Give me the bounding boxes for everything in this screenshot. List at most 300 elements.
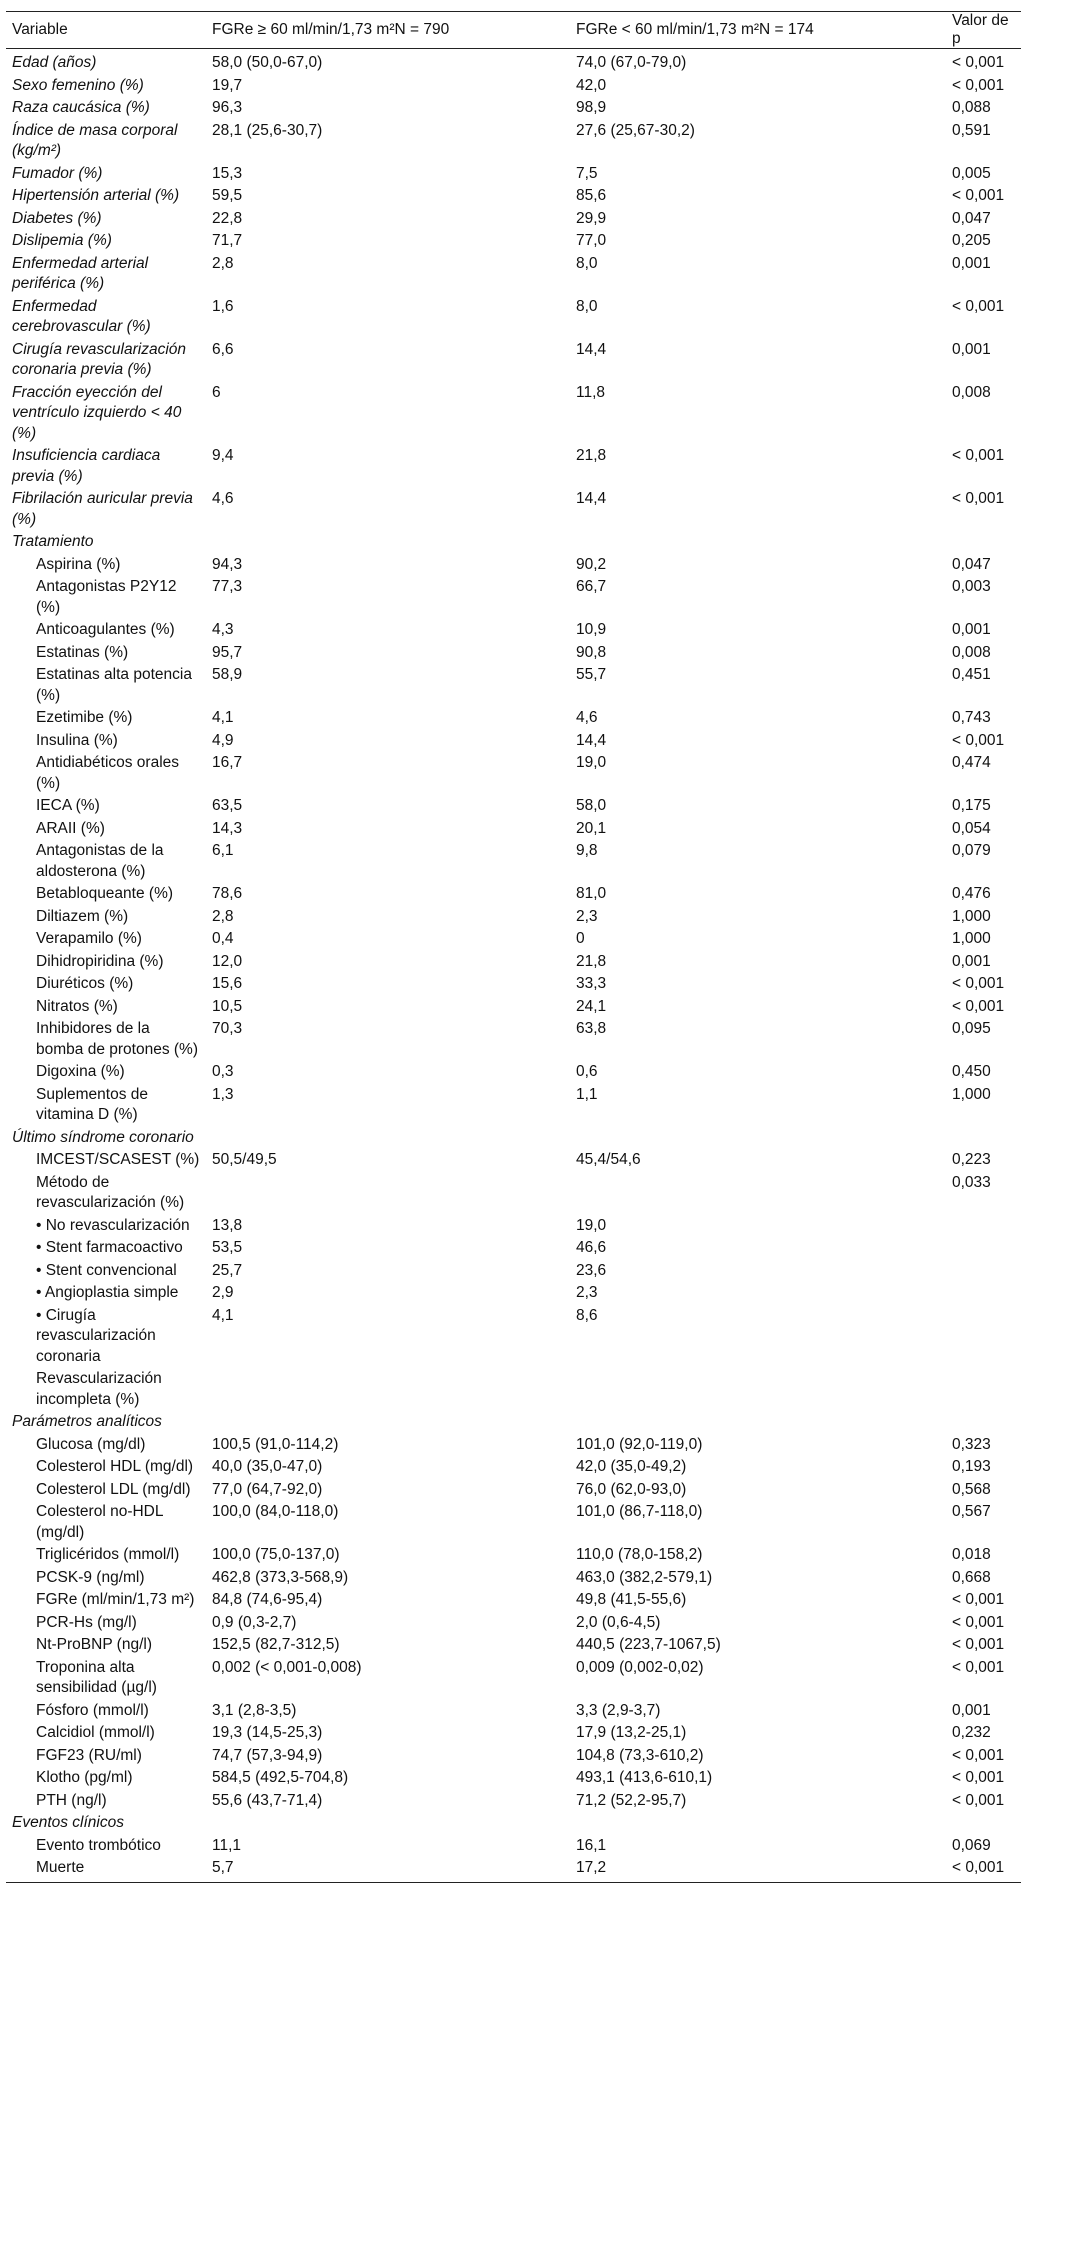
table-row: [6, 996, 1021, 1019]
p-value: 0,033: [952, 1173, 991, 1191]
table-row: [6, 1305, 1021, 1369]
table-row: [6, 1722, 1021, 1745]
p-value: 0,474: [952, 754, 991, 771]
p-value: 0,088: [952, 99, 991, 116]
row-label: • Stent farmacoactivo: [36, 1239, 183, 1256]
value-egfr-lt-60: 17,2: [570, 1857, 946, 1882]
p-value: < 0,001: [952, 490, 1005, 507]
section-row: [6, 1812, 1021, 1835]
row-label: Insuficiencia cardiaca previa (%): [12, 447, 161, 485]
value-egfr-lt-60: 85,6: [576, 187, 607, 204]
value-egfr-lt-60: 63,8: [576, 1020, 607, 1037]
table-body: [6, 49, 1021, 1883]
value-egfr-lt-60: 101,0 (86,7-118,0): [576, 1503, 703, 1520]
value-egfr-lt-60: 10,9: [576, 621, 607, 638]
value-egfr-lt-60: 90,2: [576, 555, 607, 573]
table-row: [6, 1745, 1021, 1768]
baseline-characteristics-table: [6, 11, 1021, 1883]
value-egfr-ge-60: 15,6: [212, 975, 243, 992]
table-row: [6, 1260, 1021, 1283]
table-row: [6, 642, 1021, 665]
value-egfr-lt-60: 42,0: [576, 76, 607, 94]
table-row: [6, 1700, 1021, 1723]
value-egfr-lt-60: 14,4: [576, 731, 607, 749]
value-egfr-lt-60: [570, 1368, 946, 1411]
p-value: 0,018: [952, 1546, 991, 1563]
value-egfr-ge-60: 95,7: [212, 643, 243, 661]
p-value: < 0,001: [946, 1857, 1021, 1882]
value-egfr-ge-60: 74,7 (57,3-94,9): [212, 1746, 323, 1764]
p-value: 0,047: [952, 209, 991, 227]
value-egfr-ge-60: [206, 1368, 570, 1411]
table-row: [6, 1835, 1021, 1858]
section-row: [6, 531, 1021, 554]
value-egfr-lt-60: 19,0: [576, 1216, 607, 1234]
row-label: Diabetes (%): [12, 209, 102, 227]
value-egfr-ge-60: 50,5/49,5: [212, 1151, 277, 1168]
row-label: Estatinas alta potencia (%): [36, 666, 192, 704]
value-egfr-lt-60: [570, 1172, 946, 1215]
value-egfr-lt-60: 66,7: [576, 578, 607, 595]
row-label: IECA (%): [36, 797, 100, 814]
value-egfr-lt-60: 440,5 (223,7-1067,5): [576, 1636, 721, 1653]
p-value: 0,568: [952, 1480, 991, 1498]
value-egfr-ge-60: 14,3: [212, 819, 243, 837]
value-egfr-ge-60: 94,3: [212, 555, 243, 573]
header-group-egfr-lt-60: FGRe < 60 ml/min/1,73 m²N = 174: [570, 12, 946, 49]
row-label: • No revascularización: [36, 1216, 190, 1234]
row-label: Estatinas (%): [36, 643, 129, 661]
value-egfr-lt-60: 17,9 (13,2-25,1): [576, 1724, 687, 1741]
table-row: [6, 619, 1021, 642]
value-egfr-ge-60: 58,9: [212, 666, 243, 683]
row-label: Edad (años): [12, 54, 97, 71]
p-value: 0,175: [952, 797, 991, 814]
table-row: [6, 1857, 1021, 1882]
table-row: [6, 382, 1021, 446]
table-row: [6, 208, 1021, 231]
table-row: [6, 554, 1021, 577]
value-egfr-lt-60: 21,8: [576, 952, 607, 970]
table-row: [6, 1501, 1021, 1544]
p-value: 0,008: [952, 383, 991, 401]
value-egfr-lt-60: [570, 1812, 946, 1835]
table-row: [6, 730, 1021, 753]
row-label: Klotho (pg/ml): [36, 1769, 133, 1786]
value-egfr-ge-60: 12,0: [212, 952, 243, 970]
p-value: 0,743: [952, 709, 991, 726]
row-label: Fibrilación auricular previa (%): [12, 490, 193, 528]
row-label: PCSK-9 (ng/ml): [36, 1568, 145, 1586]
row-label: Enfermedad cerebrovascular (%): [12, 297, 151, 335]
p-value: [946, 1305, 1021, 1369]
p-value: 0,001: [952, 952, 991, 970]
p-value: [946, 1215, 1021, 1238]
table-row: [6, 951, 1021, 974]
p-value: < 0,001: [952, 975, 1005, 992]
value-egfr-ge-60: 3,1 (2,8-3,5): [212, 1701, 297, 1719]
value-egfr-ge-60: 19,7: [212, 76, 243, 94]
value-egfr-lt-60: 33,3: [576, 975, 607, 992]
p-value: 0,323: [952, 1435, 991, 1453]
row-label: Fracción eyección del ventrículo izquierdo < 40 (%): [12, 383, 182, 442]
row-label: Triglicéridos (mmol/l): [36, 1546, 180, 1563]
row-label: PTH (ng/l): [36, 1791, 107, 1809]
header-variable: Variable: [6, 12, 206, 49]
p-value: 1,000: [952, 1085, 991, 1103]
value-egfr-lt-60: 2,0 (0,6-4,5): [576, 1613, 661, 1631]
value-egfr-ge-60: 462,8 (373,3-568,9): [212, 1568, 349, 1586]
table-row: [6, 576, 1021, 619]
table-row: [6, 1434, 1021, 1457]
row-label: Cirugía revascularización coronaria previa (%): [12, 340, 187, 378]
table-row: [6, 795, 1021, 818]
row-label: Parámetros analíticos: [12, 1413, 162, 1430]
value-egfr-lt-60: 19,0: [576, 754, 607, 771]
value-egfr-ge-60: 77,3: [212, 578, 243, 595]
value-egfr-ge-60: 0,4: [212, 930, 234, 947]
p-value: 1,000: [952, 930, 991, 947]
value-egfr-lt-60: 4,6: [576, 709, 598, 726]
p-value: [946, 1260, 1021, 1283]
value-egfr-lt-60: 1,1: [576, 1085, 598, 1103]
value-egfr-ge-60: 55,6 (43,7-71,4): [212, 1791, 323, 1809]
p-value: < 0,001: [952, 297, 1005, 315]
row-label: Aspirina (%): [36, 555, 121, 573]
value-egfr-lt-60: 8,0: [576, 297, 598, 315]
value-egfr-lt-60: 493,1 (413,6-610,1): [576, 1769, 713, 1786]
p-value: 0,223: [952, 1151, 991, 1168]
row-label: Ezetimibe (%): [36, 709, 133, 726]
value-egfr-lt-60: 20,1: [576, 819, 607, 837]
table-row: [6, 1368, 1021, 1411]
value-egfr-ge-60: 84,8 (74,6-95,4): [212, 1591, 323, 1608]
value-egfr-lt-60: 45,4/54,6: [576, 1151, 641, 1168]
value-egfr-ge-60: 22,8: [212, 209, 243, 227]
value-egfr-lt-60: 55,7: [576, 666, 607, 683]
value-egfr-lt-60: 24,1: [576, 997, 607, 1015]
row-label: Diltiazem (%): [36, 907, 129, 925]
value-egfr-ge-60: 4,9: [212, 731, 234, 749]
table-row: [6, 1215, 1021, 1238]
value-egfr-ge-60: 19,3 (14,5-25,3): [212, 1724, 323, 1741]
table-header-row: [6, 12, 1021, 49]
value-egfr-lt-60: 8,0: [576, 254, 598, 272]
table-row: [6, 818, 1021, 841]
table-row: [6, 97, 1021, 120]
row-label: • Angioplastia simple: [36, 1284, 179, 1301]
value-egfr-ge-60: 4,1: [212, 1306, 234, 1324]
value-egfr-lt-60: 11,8: [576, 383, 606, 401]
value-egfr-lt-60: 23,6: [576, 1261, 607, 1279]
value-egfr-ge-60: 28,1 (25,6-30,7): [212, 121, 323, 139]
p-value: 0,476: [952, 885, 991, 902]
table-row: [6, 75, 1021, 98]
value-egfr-ge-60: 1,6: [212, 297, 234, 315]
value-egfr-lt-60: 9,8: [576, 842, 598, 859]
value-egfr-lt-60: 77,0: [576, 232, 607, 249]
value-egfr-ge-60: 4,3: [212, 621, 234, 638]
row-label: FGF23 (RU/ml): [36, 1746, 142, 1764]
row-label: Revascularización incompleta (%): [36, 1370, 162, 1408]
row-label: Glucosa (mg/dl): [36, 1435, 146, 1453]
p-value: 0,001: [952, 621, 991, 638]
row-label: Índice de masa corporal (kg/m²): [12, 121, 178, 159]
value-egfr-ge-60: 71,7: [212, 232, 243, 249]
value-egfr-ge-60: 70,3: [212, 1020, 243, 1037]
p-value: 0,079: [952, 842, 991, 859]
value-egfr-ge-60: 16,7: [212, 754, 243, 771]
value-egfr-ge-60: 100,0 (75,0-137,0): [212, 1546, 340, 1563]
value-egfr-ge-60: 584,5 (492,5-704,8): [212, 1769, 349, 1786]
table-row: [6, 1061, 1021, 1084]
value-egfr-ge-60: 0,9 (0,3-2,7): [212, 1613, 297, 1631]
p-value: < 0,001: [952, 187, 1005, 204]
table-row: [6, 1172, 1021, 1215]
table-row: [6, 230, 1021, 253]
value-egfr-ge-60: 6,1: [212, 842, 234, 859]
value-egfr-ge-60: 2,8: [212, 254, 234, 272]
value-egfr-ge-60: 2,8: [212, 907, 234, 925]
table-row: [6, 185, 1021, 208]
table-row: [6, 488, 1021, 531]
value-egfr-lt-60: 463,0 (382,2-579,1): [576, 1568, 713, 1586]
value-egfr-ge-60: 152,5 (82,7-312,5): [212, 1636, 340, 1653]
value-egfr-lt-60: 2,3: [576, 1284, 598, 1301]
row-label: Evento trombótico: [36, 1836, 161, 1854]
table-row: [6, 296, 1021, 339]
p-value: 0,193: [952, 1458, 991, 1475]
value-egfr-lt-60: 71,2 (52,2-95,7): [576, 1791, 687, 1809]
p-value: [946, 531, 1021, 554]
row-label: Hipertensión arterial (%): [12, 187, 180, 204]
p-value: 0,450: [952, 1063, 991, 1080]
table-row: [6, 1018, 1021, 1061]
value-egfr-lt-60: 2,3: [576, 907, 598, 925]
value-egfr-lt-60: 3,3 (2,9-3,7): [576, 1701, 661, 1719]
value-egfr-lt-60: 7,5: [576, 164, 598, 182]
section-row: [6, 1127, 1021, 1150]
value-egfr-lt-60: 0,009 (0,002-0,02): [576, 1658, 704, 1676]
value-egfr-ge-60: 13,8: [212, 1216, 243, 1234]
p-value: 1,000: [952, 907, 991, 925]
p-value: 0,451: [952, 666, 991, 683]
row-label: Dihidropiridina (%): [36, 952, 164, 970]
table-row: [6, 163, 1021, 186]
value-egfr-ge-60: [206, 1127, 570, 1150]
p-value: < 0,001: [952, 1613, 1005, 1631]
row-label: Raza caucásica (%): [12, 99, 150, 116]
table-row: [6, 840, 1021, 883]
row-label: FGRe (ml/min/1,73 m²): [36, 1591, 195, 1608]
table-row: [6, 1790, 1021, 1813]
value-egfr-lt-60: 42,0 (35,0-49,2): [576, 1458, 687, 1475]
p-value: < 0,001: [952, 1769, 1005, 1786]
value-egfr-ge-60: 11,1: [212, 1836, 242, 1854]
p-value: < 0,001: [952, 997, 1005, 1015]
table-row: [6, 883, 1021, 906]
table-row: [6, 1589, 1021, 1612]
row-label: Colesterol no-HDL (mg/dl): [36, 1503, 163, 1541]
section-row: [6, 1411, 1021, 1434]
p-value: 0,047: [952, 555, 991, 573]
value-egfr-ge-60: 0,002 (< 0,001-0,008): [212, 1658, 362, 1676]
header-p-value: Valor de p: [946, 12, 1021, 49]
value-egfr-lt-60: 27,6 (25,67-30,2): [576, 121, 695, 139]
value-egfr-lt-60: 49,8 (41,5-55,6): [576, 1591, 687, 1608]
row-label: Eventos clínicos: [12, 1814, 124, 1831]
value-egfr-ge-60: 100,5 (91,0-114,2): [212, 1435, 339, 1453]
row-label: Inhibidores de la bomba de protones (%): [36, 1020, 198, 1058]
p-value: 0,095: [952, 1020, 991, 1037]
row-label: ARAII (%): [36, 819, 105, 837]
row-label: Muerte: [6, 1857, 206, 1882]
p-value: 0,008: [952, 643, 991, 661]
value-egfr-ge-60: 15,3: [212, 164, 243, 182]
value-egfr-ge-60: 40,0 (35,0-47,0): [212, 1458, 323, 1475]
p-value: 0,591: [952, 121, 991, 139]
table-row: [6, 973, 1021, 996]
table-row: [6, 1612, 1021, 1635]
value-egfr-lt-60: 16,1: [576, 1836, 607, 1854]
value-egfr-ge-60: 0,3: [212, 1063, 234, 1080]
row-label: Suplementos de vitamina D (%): [36, 1085, 149, 1123]
p-value: < 0,001: [952, 731, 1005, 749]
p-value: 0,001: [952, 254, 991, 272]
p-value: < 0,001: [952, 1636, 1005, 1653]
value-egfr-ge-60: 4,1: [212, 709, 234, 726]
p-value: [946, 1411, 1021, 1434]
row-label: Tratamiento: [12, 533, 94, 550]
table-row: [6, 1456, 1021, 1479]
p-value: 0,069: [952, 1836, 991, 1854]
p-value: [946, 1127, 1021, 1150]
table-row: [6, 1544, 1021, 1567]
value-egfr-lt-60: 74,0 (67,0-79,0): [576, 54, 687, 71]
value-egfr-lt-60: 14,4: [576, 340, 607, 358]
value-egfr-lt-60: 110,0 (78,0-158,2): [576, 1546, 703, 1563]
table-row: [6, 1237, 1021, 1260]
row-label: Verapamilo (%): [36, 930, 142, 947]
value-egfr-ge-60: 96,3: [212, 99, 243, 116]
row-label: Fumador (%): [12, 164, 103, 182]
row-label: Fósforo (mmol/l): [36, 1701, 149, 1719]
header-group-egfr-ge-60: FGRe ≥ 60 ml/min/1,73 m²N = 790: [206, 12, 570, 49]
value-egfr-ge-60: 2,9: [212, 1284, 234, 1301]
row-label: PCR-Hs (mg/l): [36, 1613, 137, 1631]
value-egfr-lt-60: 81,0: [576, 885, 607, 902]
table-row: [6, 1567, 1021, 1590]
value-egfr-ge-60: [206, 1172, 570, 1215]
p-value: < 0,001: [952, 76, 1005, 94]
row-label: • Stent convencional: [36, 1261, 177, 1279]
value-egfr-lt-60: 29,9: [576, 209, 607, 227]
value-egfr-ge-60: 1,3: [212, 1085, 234, 1103]
row-label: Troponina alta sensibilidad (µg/l): [36, 1658, 157, 1696]
value-egfr-ge-60: 78,6: [212, 885, 243, 902]
row-label: Anticoagulantes (%): [36, 621, 175, 638]
table-row: [6, 928, 1021, 951]
p-value: 0,001: [952, 340, 991, 358]
table-row: [6, 339, 1021, 382]
table-row: [6, 1282, 1021, 1305]
row-label: Enfermedad arterial periférica (%): [12, 254, 149, 292]
row-label: Antidiabéticos orales (%): [36, 754, 180, 792]
row-label: Betabloqueante (%): [36, 885, 174, 902]
row-label: Dislipemia (%): [12, 232, 112, 249]
p-value: < 0,001: [952, 54, 1005, 71]
table-row: [6, 906, 1021, 929]
value-egfr-ge-60: [206, 531, 570, 554]
value-egfr-lt-60: 8,6: [576, 1306, 598, 1324]
row-label: Último síndrome coronario: [12, 1128, 194, 1146]
table-row: [6, 445, 1021, 488]
p-value: 0,232: [952, 1724, 991, 1741]
table-row: [6, 752, 1021, 795]
value-egfr-ge-60: 100,0 (84,0-118,0): [212, 1503, 339, 1520]
row-label: Digoxina (%): [36, 1063, 125, 1080]
value-egfr-lt-60: 0: [576, 930, 585, 947]
row-label: Insulina (%): [36, 731, 118, 749]
p-value: 0,054: [952, 819, 991, 837]
p-value: < 0,001: [952, 1591, 1005, 1608]
value-egfr-lt-60: 104,8 (73,3-610,2): [576, 1746, 704, 1764]
value-egfr-lt-60: [570, 531, 946, 554]
p-value: < 0,001: [952, 1791, 1005, 1809]
value-egfr-ge-60: 10,5: [212, 997, 243, 1015]
p-value: 0,668: [952, 1568, 991, 1586]
value-egfr-ge-60: [206, 1411, 570, 1434]
value-egfr-lt-60: 98,9: [576, 99, 607, 116]
p-value: 0,001: [952, 1701, 991, 1719]
p-value: [946, 1282, 1021, 1305]
value-egfr-lt-60: [570, 1127, 946, 1150]
value-egfr-lt-60: 101,0 (92,0-119,0): [576, 1435, 703, 1453]
row-label: IMCEST/SCASEST (%): [36, 1151, 200, 1168]
table-row: [6, 49, 1021, 75]
value-egfr-lt-60: [570, 1411, 946, 1434]
table-row: [6, 664, 1021, 707]
p-value: [946, 1237, 1021, 1260]
value-egfr-ge-60: [206, 1812, 570, 1835]
table-row: [6, 253, 1021, 296]
table-row: [6, 1767, 1021, 1790]
p-value: 0,205: [952, 232, 991, 249]
value-egfr-lt-60: 46,6: [576, 1239, 607, 1256]
row-label: • Cirugía revascularización coronaria: [36, 1306, 156, 1365]
p-value: [946, 1368, 1021, 1411]
table-row: [6, 1149, 1021, 1172]
value-egfr-lt-60: 58,0: [576, 797, 607, 814]
p-value: < 0,001: [952, 447, 1005, 464]
table-row: [6, 1634, 1021, 1657]
value-egfr-lt-60: 0,6: [576, 1063, 598, 1080]
row-label: Nitratos (%): [36, 997, 118, 1015]
row-label: Método de revascularización (%): [36, 1173, 185, 1211]
value-egfr-ge-60: 6,6: [212, 340, 234, 358]
row-label: Diuréticos (%): [36, 975, 134, 992]
p-value: [946, 1812, 1021, 1835]
value-egfr-lt-60: 90,8: [576, 643, 607, 661]
p-value: < 0,001: [952, 1746, 1005, 1764]
row-label: Colesterol LDL (mg/dl): [36, 1480, 191, 1498]
value-egfr-lt-60: 76,0 (62,0-93,0): [576, 1480, 687, 1498]
value-egfr-ge-60: 58,0 (50,0-67,0): [212, 54, 323, 71]
table-row: [6, 1657, 1021, 1700]
row-label: Antagonistas P2Y12 (%): [36, 578, 177, 616]
value-egfr-ge-60: 77,0 (64,7-92,0): [212, 1480, 323, 1498]
row-label: Colesterol HDL (mg/dl): [36, 1458, 194, 1475]
